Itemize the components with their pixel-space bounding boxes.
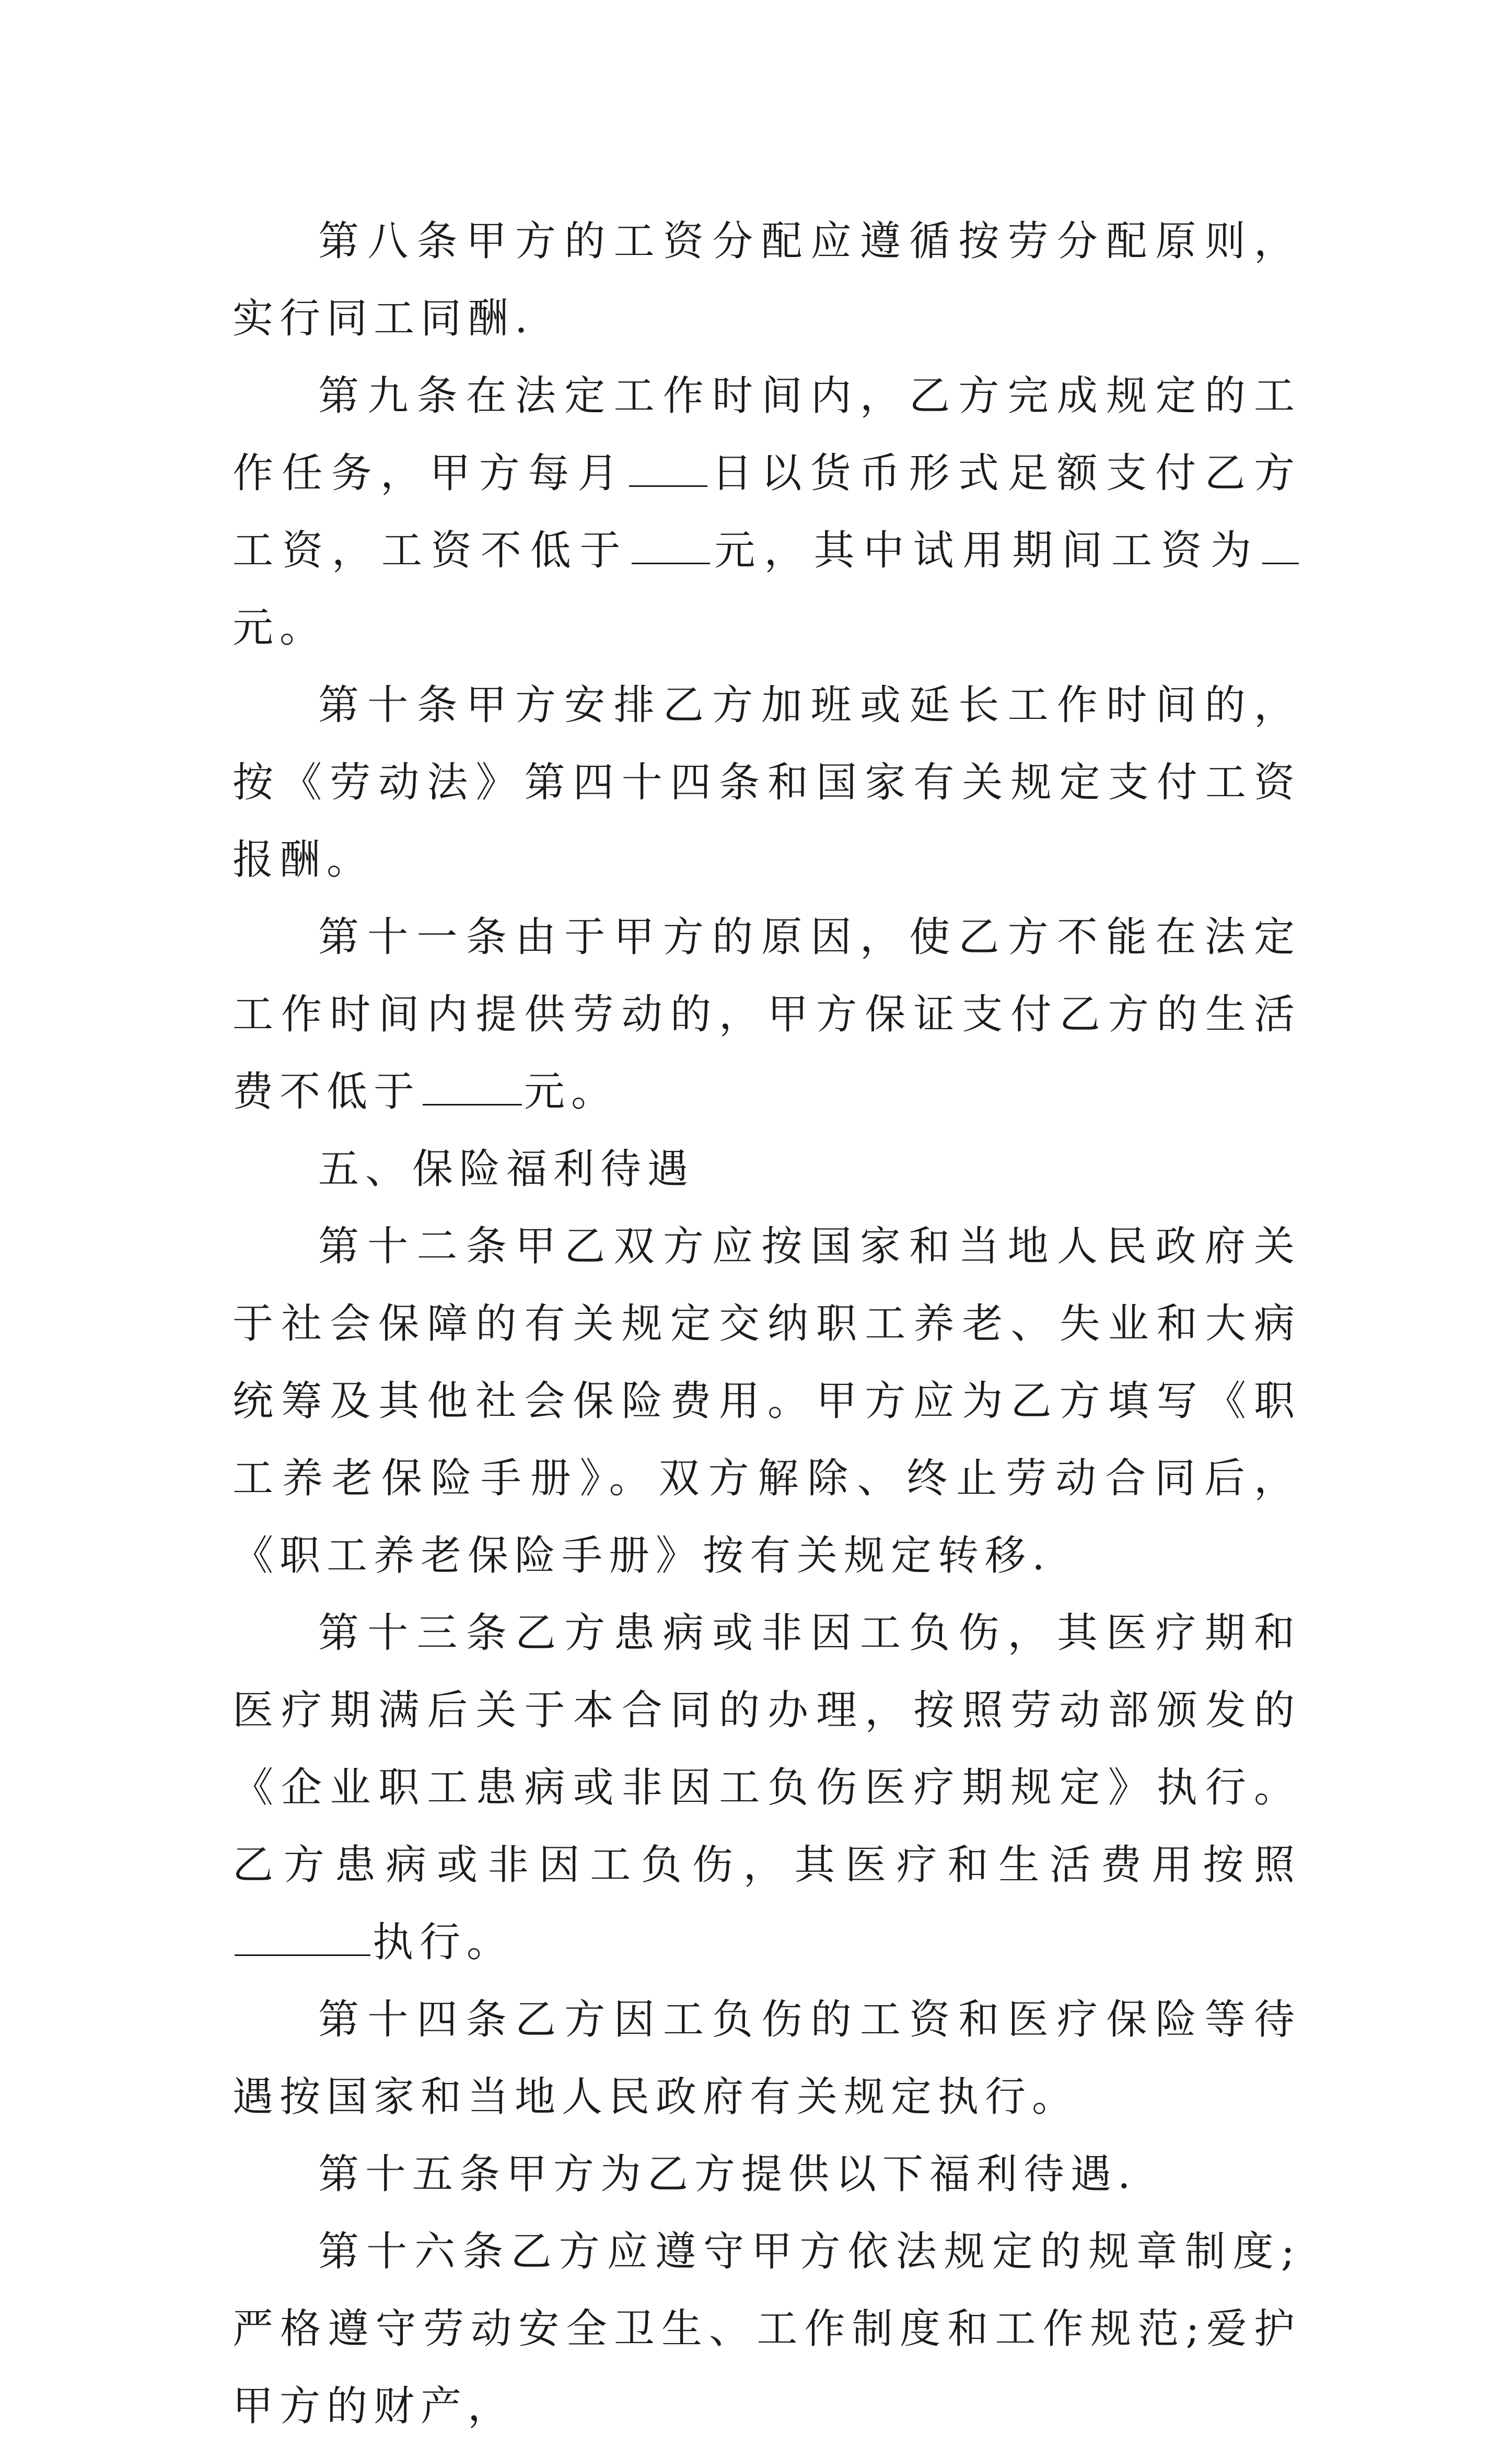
blank-field[interactable] (632, 531, 710, 564)
article-16: 第十六条乙方应遵守甲方依法规定的规章制度;严格遵守劳动安全卫生、工作制度和工作规范;爱护甲方的财产， (232, 2228, 1301, 2430)
article-9: 第九条在法定工作时间内，乙方完成规定的工作任务，甲方每月 日以货币形式足额支付乙方工资，工资不低于 元，其中试用期间工资为元。 (232, 372, 1301, 651)
blank-field[interactable] (423, 1073, 522, 1105)
document-body (232, 203, 1301, 2445)
blank-field[interactable] (235, 1923, 370, 1956)
article-10: 第十条甲方安排乙方加班或延长工作时间的，按《劳动法》第四十四条和国家有关规定支付工资报酬。 (232, 682, 1301, 883)
blank-field[interactable] (1262, 531, 1299, 564)
article-14: 第十四条乙方因工负伤的工资和医疗保险等待遇按国家和当地人民政府有关规定执行。 (232, 1996, 1301, 2121)
section-heading: 五、保险福利待遇 (318, 1146, 695, 1193)
article-15: 第十五条甲方为乙方提供以下福利待遇. (318, 2151, 1137, 2198)
article-11: 第十一条由于甲方的原因，使乙方不能在法定工作时间内提供劳动的，甲方保证支付乙方的生活费不低于 元。 (232, 914, 1301, 1115)
article-8: 第八条甲方的工资分配应遵循按劳分配原则，实行同工同酬. (232, 218, 1301, 342)
blank-field[interactable] (629, 454, 707, 487)
article-13: 第十三条乙方患病或非因工负伤，其医疗期和医疗期满后关于本合同的办理，按照劳动部颁发的《企业职工患病或非因工负伤医疗期规定》执行。乙方患病或非因工负伤，其医疗和生活费用按照执行。 (232, 1610, 1301, 1966)
article-12: 第十二条甲乙双方应按国家和当地人民政府关于社会保障的有关规定交纳职工养老、失业和大病统筹及其他社会保险费用。甲方应为乙方填写《职工养老保险手册》。双方解除、终止劳动合同后，《职工养老保险手册》按有关规定转移. (232, 1223, 1301, 1579)
